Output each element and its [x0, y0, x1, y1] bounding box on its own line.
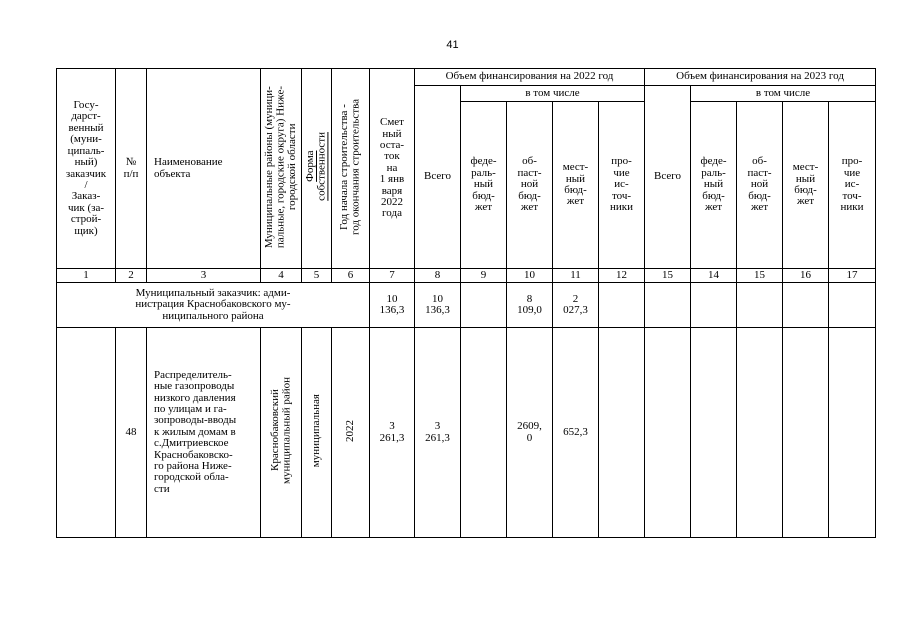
- text-line: ной: [750, 178, 769, 191]
- object-number: 48: [116, 328, 147, 538]
- object-total-2022: [415, 328, 461, 538]
- text-line: точ-: [842, 189, 862, 202]
- column-number: 1: [57, 269, 116, 283]
- text-line: на: [386, 161, 398, 174]
- text-line: Госу-: [73, 99, 99, 112]
- summary-regional-2022: [507, 283, 553, 328]
- header-regional-2022: [507, 102, 553, 269]
- summary-other-2023: [829, 283, 876, 328]
- text-line: точ-: [611, 189, 632, 202]
- text-line: (муни-: [70, 133, 102, 146]
- text-line: жет: [704, 201, 723, 214]
- text-line: венный: [68, 121, 104, 134]
- object-regional-2022: [507, 328, 553, 538]
- text-line: 2022: [381, 196, 403, 209]
- text-line: пальные, городские округа) Ниже-: [274, 85, 287, 248]
- text-line: 136,3: [425, 304, 450, 316]
- text-line: Краснобаковско-: [154, 448, 233, 461]
- text-line: чие: [843, 166, 861, 179]
- object-name: [147, 328, 261, 538]
- text-line: ток: [384, 150, 400, 163]
- object-customer: [57, 328, 116, 538]
- text-line: по улицам и га-: [154, 402, 227, 415]
- text-line: бюд-: [748, 189, 771, 202]
- column-number: 11: [553, 269, 599, 283]
- object-local-2022: 652,3: [553, 328, 599, 538]
- header-local-2023: [783, 102, 829, 269]
- text-line: ный: [703, 178, 724, 191]
- text-line: городской области: [285, 123, 298, 211]
- financing-table: [56, 68, 876, 538]
- summary-balance: [370, 283, 415, 328]
- object-federal-2022: [461, 328, 507, 538]
- text-line: бюд-: [702, 189, 725, 202]
- text-line: паст-: [747, 166, 772, 179]
- column-number: 15: [645, 269, 691, 283]
- column-number: 5: [302, 269, 332, 283]
- header-other-2022: [599, 102, 645, 269]
- text-line: оста-: [379, 138, 405, 151]
- object-district: [261, 328, 302, 538]
- text-line: ный: [795, 172, 816, 185]
- text-line: ной: [520, 178, 539, 191]
- object-row: [57, 328, 876, 538]
- text-line: ные газопроводы: [154, 380, 235, 393]
- object-year: 2022: [332, 328, 370, 538]
- summary-local-2023: [783, 283, 829, 328]
- column-number: 15: [737, 269, 783, 283]
- summary-total-2023: [645, 283, 691, 328]
- text-line: варя: [381, 184, 403, 197]
- text-line: ниципального района: [162, 309, 264, 322]
- header-federal-2022: [461, 102, 507, 269]
- column-number: 10: [507, 269, 553, 283]
- text-line: городской обла-: [154, 471, 229, 484]
- text-line: ципаль-: [67, 144, 105, 157]
- text-line: раль-: [471, 166, 496, 179]
- column-number: 16: [783, 269, 829, 283]
- column-number: 12: [599, 269, 645, 283]
- column-number: 9: [461, 269, 507, 283]
- text-line: чик (за-: [67, 201, 105, 214]
- text-line: мест-: [562, 161, 589, 174]
- text-line: 261,3: [379, 431, 405, 444]
- header-local-2022: [553, 102, 599, 269]
- text-line: Заказ-: [71, 190, 101, 203]
- column-number: 17: [829, 269, 876, 283]
- text-line: сти: [154, 482, 170, 495]
- header-incl-2023: в том числе: [691, 86, 876, 102]
- text-line: 2609,: [517, 420, 542, 433]
- text-line: 261,3: [425, 431, 450, 444]
- text-line: бюд-: [794, 184, 817, 196]
- text-line: об-: [752, 155, 767, 168]
- header-incl-2022: в том числе: [461, 86, 645, 102]
- text-line: 10: [432, 292, 443, 305]
- text-line: года: [382, 207, 402, 220]
- text-line: ный: [473, 178, 494, 191]
- text-line: муниципальный район: [280, 377, 292, 485]
- text-line: го района Ниже-: [154, 460, 232, 473]
- header-total-2022: Всего: [415, 86, 461, 269]
- header-total-2023: Всего: [645, 86, 691, 269]
- text-line: нистрация Краснобаковского му-: [135, 298, 291, 311]
- text-line: год окончания строительства: [349, 98, 362, 235]
- text-line: 3: [389, 420, 395, 433]
- text-line: 2: [572, 292, 579, 305]
- text-line: Наименование: [154, 156, 223, 169]
- summary-other-2022: [599, 283, 645, 328]
- text-line: ники: [610, 201, 634, 214]
- column-number: 3: [147, 269, 261, 283]
- header-financing-2022: Объем финансирования на 2022 год: [415, 69, 645, 86]
- summary-federal-2023: [691, 283, 737, 328]
- header-object-name: [147, 69, 261, 269]
- text-line: об-: [522, 155, 537, 168]
- header-other-2023: [829, 102, 876, 269]
- text-line: Год начала строительства -: [338, 103, 351, 230]
- text-line: бюд-: [472, 189, 495, 202]
- text-line: ники: [840, 201, 864, 214]
- text-line: паст-: [517, 166, 542, 179]
- object-other-2023: [829, 328, 876, 538]
- text-line: к жилым домам в: [154, 425, 236, 438]
- object-other-2022: [599, 328, 645, 538]
- summary-federal-2022: [461, 283, 507, 328]
- header-customer: [57, 69, 116, 269]
- text-line: п/п: [123, 167, 139, 180]
- text-line: бюд-: [518, 189, 541, 202]
- text-line: /: [84, 178, 88, 191]
- text-line: ис-: [844, 178, 860, 191]
- text-line: жет: [520, 201, 539, 214]
- header-regional-2023: [737, 102, 783, 269]
- text-line: жет: [474, 201, 493, 214]
- summary-customer-label: [57, 283, 370, 328]
- text-line: чие: [613, 166, 630, 179]
- text-line: ис-: [614, 178, 629, 191]
- text-line: №: [125, 156, 137, 169]
- text-line: щик): [74, 224, 98, 237]
- text-line: Муниципальный заказчик: адми-: [135, 286, 291, 299]
- text-line: 027,3: [563, 304, 588, 316]
- header-row-1: [57, 69, 876, 86]
- text-line: 3: [434, 420, 441, 433]
- summary-local-2022: [553, 283, 599, 328]
- text-line: 10: [386, 292, 398, 305]
- column-number: 6: [332, 269, 370, 283]
- text-line: 0: [526, 431, 533, 444]
- header-federal-2023: [691, 102, 737, 269]
- header-districts: [261, 69, 302, 269]
- text-line: заказчик: [65, 167, 107, 180]
- column-numbers-row: [57, 269, 876, 283]
- text-line: Краснобаковский: [268, 389, 281, 472]
- column-number: 2: [116, 269, 147, 283]
- summary-total-2022: [415, 283, 461, 328]
- column-number: 8: [415, 269, 461, 283]
- text-line: про-: [611, 155, 632, 168]
- text-line: дарст-: [71, 110, 101, 123]
- header-number: [116, 69, 147, 269]
- object-federal-2023: [691, 328, 737, 538]
- object-ownership: муниципальная: [302, 328, 332, 538]
- text-line: жет: [566, 195, 585, 208]
- text-line: Смет: [380, 116, 404, 129]
- header-estimate-balance: [370, 69, 415, 269]
- object-local-2023: [783, 328, 829, 538]
- summary-regional-2023: [737, 283, 783, 328]
- object-total-2023: [645, 328, 691, 538]
- text-line: про-: [841, 155, 863, 168]
- column-number: 7: [370, 269, 415, 283]
- text-line: зопроводы-вводы: [154, 414, 237, 427]
- text-line: бюд-: [564, 184, 587, 196]
- text-line: жет: [750, 201, 769, 214]
- text-line: феде-: [470, 155, 497, 168]
- summary-row: [57, 283, 876, 328]
- header-ownership: [302, 69, 332, 269]
- text-line: ный: [382, 127, 402, 140]
- text-line: собственности: [315, 132, 328, 202]
- text-line: строй-: [70, 213, 102, 226]
- text-line: мест-: [792, 161, 819, 174]
- text-line: феде-: [700, 155, 727, 168]
- text-line: Распределитель-: [154, 368, 232, 381]
- column-number: 4: [261, 269, 302, 283]
- text-line: объекта: [154, 167, 191, 180]
- text-line: 136,3: [379, 304, 405, 316]
- object-regional-2023: [737, 328, 783, 538]
- text-line: ный): [74, 156, 98, 169]
- header-years: [332, 69, 370, 269]
- text-line: низкого давления: [154, 391, 236, 404]
- text-line: 8: [526, 292, 533, 305]
- object-balance: [370, 328, 415, 538]
- text-line: Форма: [304, 151, 317, 183]
- page-number: 41: [446, 39, 459, 51]
- text-line: раль-: [701, 166, 726, 179]
- text-line: с.Дмитриевское: [154, 437, 229, 450]
- text-line: ный: [565, 172, 586, 185]
- text-line: 1 янв: [379, 173, 405, 186]
- text-line: 109,0: [517, 304, 542, 316]
- text-line: Муниципальные районы (муници-: [262, 85, 275, 248]
- column-number: 14: [691, 269, 737, 283]
- text-line: жет: [796, 195, 815, 208]
- header-financing-2023: Объем финансирования на 2023 год: [645, 69, 876, 86]
